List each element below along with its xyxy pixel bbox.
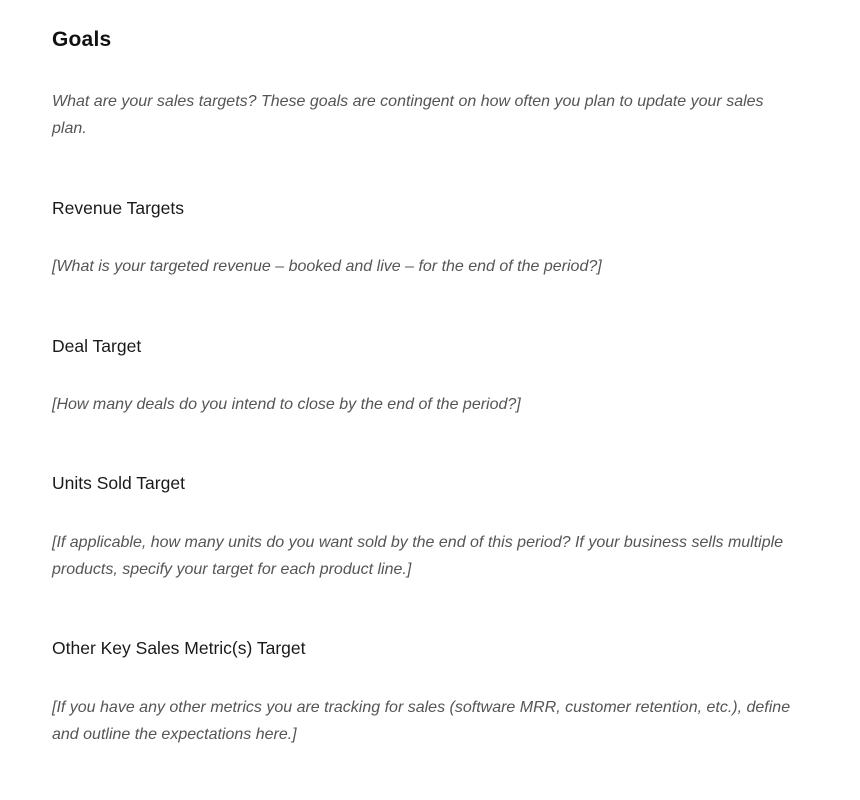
section-body-other-metrics-target: [If you have any other metrics you are tracking for sales (software MRR, customer retention, etc.), define and outline the expectations here.] bbox=[52, 699, 791, 743]
section-heading-other-metrics-target: Other Key Sales Metric(s) Target bbox=[52, 638, 306, 658]
section-body-revenue-targets: [What is your targeted revenue – booked and live – for the end of the period?] bbox=[52, 258, 602, 275]
section-heading-revenue-targets: Revenue Targets bbox=[52, 198, 184, 218]
section-heading-units-sold-target: Units Sold Target bbox=[52, 473, 185, 493]
intro-paragraph: What are your sales targets? These goals are contingent on how often you plan to update your sales plan. bbox=[52, 93, 764, 137]
section-heading-deal-target: Deal Target bbox=[52, 336, 142, 356]
section-body-deal-target: [How many deals do you intend to close by the end of the period?] bbox=[52, 396, 521, 413]
page-title: Goals bbox=[52, 28, 112, 51]
section-body-units-sold-target: [If applicable, how many units do you want sold by the end of this period? If your business sells multiple products, specify your target for each product line.] bbox=[52, 534, 784, 578]
